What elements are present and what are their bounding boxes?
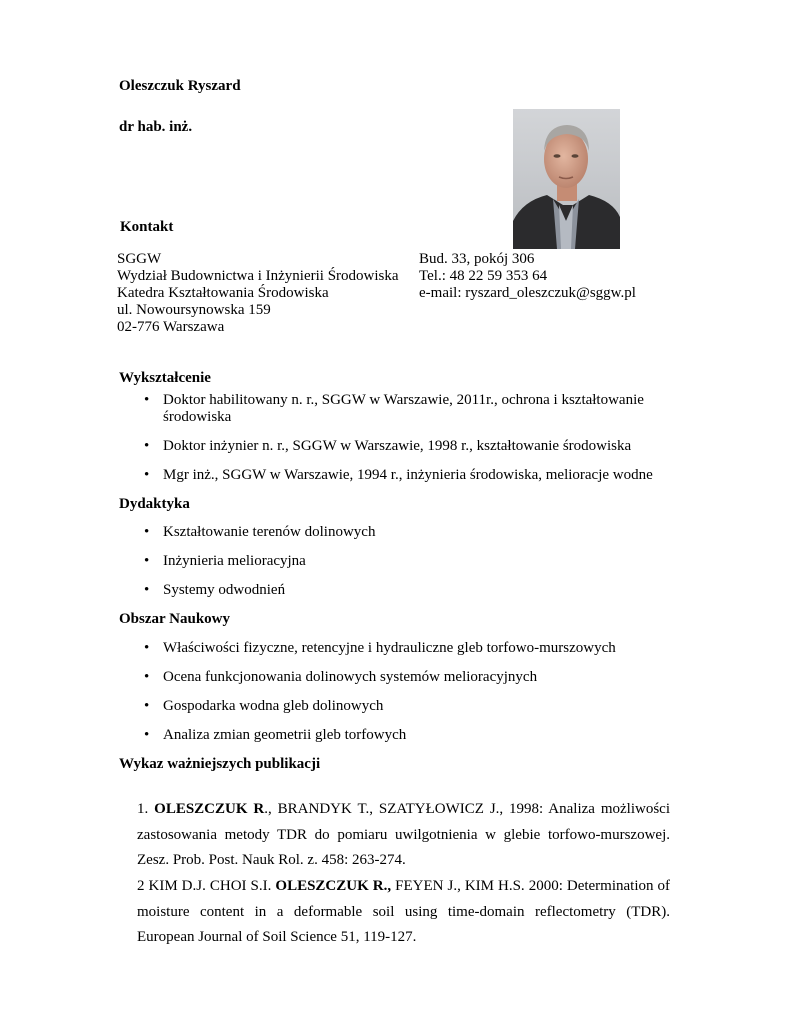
list-item [144, 640, 616, 657]
person-name: Oleszczuk Ryszard [119, 78, 241, 94]
department: Katedra Kształtowania Środowiska [117, 285, 329, 301]
list-item-text: Analiza zmian geometrii gleb torfowych [163, 727, 407, 743]
teaching-heading: Dydaktyka [119, 496, 190, 512]
list-item-text: Kształtowanie terenów dolinowych [163, 524, 376, 540]
list-item [144, 553, 306, 570]
list-item-text: Inżynieria melioracyjna [163, 553, 306, 569]
publication-citation: FEYEN J., KIM H.S. 2000: Determination of moisture content in a deformable soil using time-domain reflectometry (TDR). European Journal of Soil Science 51, 119-127. [137, 878, 671, 945]
postal-city: 02-776 Warszawa [117, 319, 225, 335]
list-item-text: Mgr inż., SGGW w Warszawie, 1994 r., inżynieria środowiska, melioracje wodne [163, 467, 653, 483]
list-item [144, 582, 285, 599]
list-item-text: Gospodarka wodna gleb dolinowych [163, 698, 384, 714]
list-item-line: środowiska [163, 409, 232, 425]
academic-title: dr hab. inż. [119, 119, 193, 135]
publication-number: 2 KIM D.J. CHOI S.I. [137, 878, 276, 894]
list-item-line: Doktor habilitowany n. r., SGGW w Warszawie, 2011r., ochrona i kształtowanie [163, 392, 644, 408]
education-heading: Wykształcenie [119, 370, 211, 386]
list-item [144, 524, 375, 541]
list-item-text: Właściwości fizyczne, retencyjne i hydrauliczne gleb torfowo-murszowych [163, 640, 616, 656]
list-item [144, 438, 631, 455]
list-item-text: Ocena funkcjonowania dolinowych systemów melioracyjnych [163, 669, 538, 685]
publication-author-highlight: OLESZCZUK R [154, 801, 265, 817]
list-item [144, 698, 383, 715]
research-heading: Obszar Naukowy [119, 611, 230, 627]
list-item [144, 669, 537, 686]
phone-number: Tel.: 48 22 59 353 64 [419, 268, 548, 284]
street-address: ul. Nowoursynowska 159 [117, 302, 271, 318]
publication-author-highlight: OLESZCZUK R., [275, 878, 392, 894]
institution: SGGW [117, 251, 162, 267]
contact-details [419, 251, 636, 302]
list-item [144, 467, 653, 484]
publication-citation: ., BRANDYK T., SZATYŁOWICZ J., 1998: Analiza możliwości zastosowania metody TDR do pomiaru uwilgotnienia w glebie torfowo-murszowej. Zesz. Prob. Post. Nauk Rol. z. 458: 263-274. [137, 801, 670, 868]
list-item-text: Doktor inżynier n. r., SGGW w Warszawie, 1998 r., kształtowanie środowiska [163, 438, 632, 454]
email-address[interactable]: e-mail: ryszard_oleszczuk@sggw.pl [419, 285, 636, 301]
contact-heading: Kontakt [120, 219, 174, 235]
publication-entry [137, 874, 670, 951]
publications-heading: Wykaz ważniejszych publikacji [119, 756, 321, 772]
office-location: Bud. 33, pokój 306 [419, 251, 535, 267]
portrait-image [513, 109, 620, 249]
publication-entry [137, 797, 670, 874]
list-item [144, 727, 406, 744]
address-block [117, 251, 399, 336]
list-item-text: Systemy odwodnień [163, 582, 286, 598]
publication-number: 1. [137, 801, 155, 817]
portrait-photo [513, 109, 620, 249]
faculty: Wydział Budownictwa i Inżynierii Środowiska [117, 268, 399, 284]
list-item [144, 392, 644, 426]
